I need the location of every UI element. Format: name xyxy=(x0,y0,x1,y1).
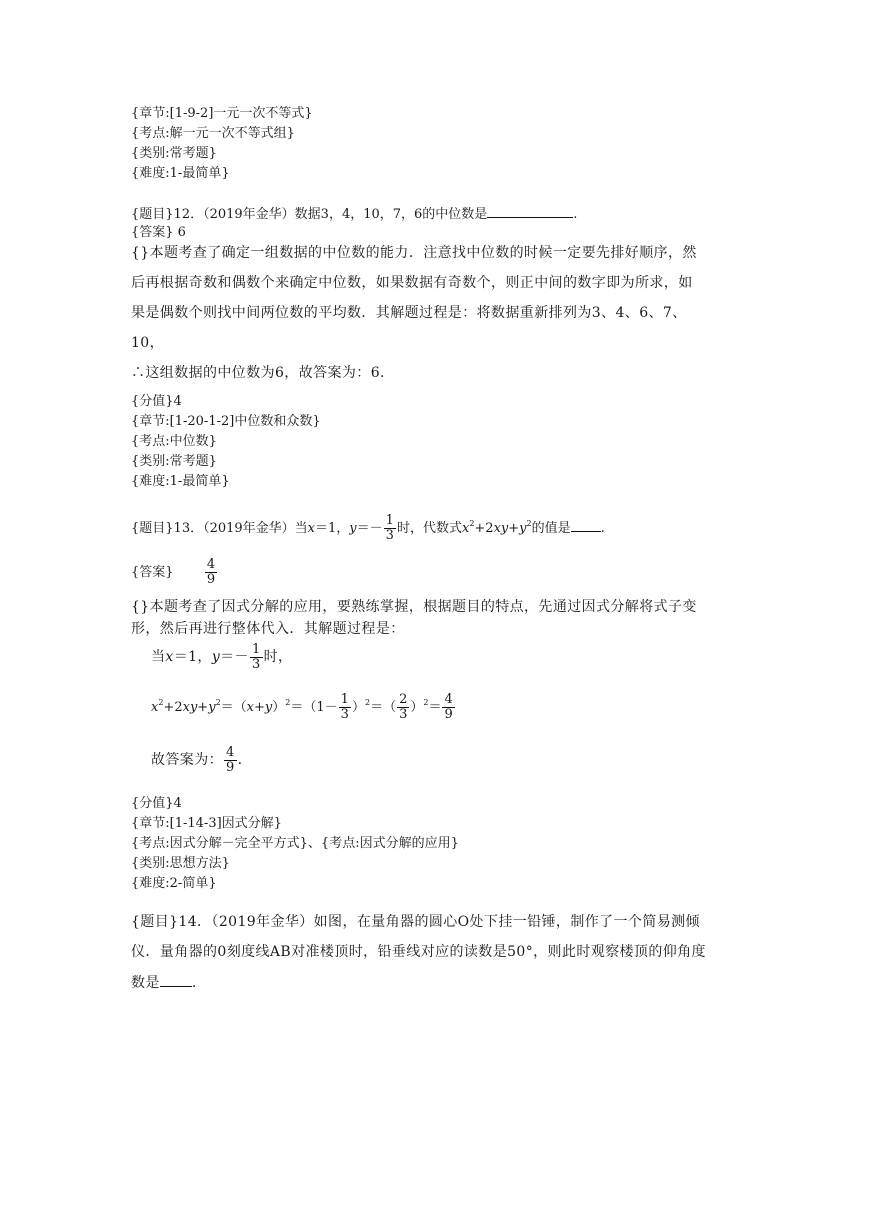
q13-step2: $x^2+2xy+y^2=(x+y)^2=(1-$ $\frac{1}{3}$ ）$^2$＝（ $\frac{2}{3}$ ）$^2$＝ $\frac{4}{9}$ xyxy=(151,692,453,722)
fraction-two-thirds: $\frac{2}{3}$ xyxy=(399,692,408,722)
q13-category: {类别:思想方法} xyxy=(131,856,230,871)
fraction-one-third: $\frac{1}{3}$ xyxy=(251,641,261,672)
q12-conclusion: ∴这组数据的中位数为6，故答案为：6． xyxy=(131,365,395,381)
q13-expl-line1: {}本题考查了因式分解的应用，要熟练掌握，根据题目的特点，先通过因式分解将式子变 xyxy=(131,599,697,615)
q12-category: {类别:常考题} xyxy=(131,454,217,469)
fraction-one-third: $\frac{1}{3}$ xyxy=(385,513,394,543)
fraction-four-ninths: $\frac{4}{9}$ xyxy=(444,692,453,722)
answer-fraction: $\frac{4}{9}$ xyxy=(206,557,216,587)
q12-expl-line1: {}本题考查了确定一组数据的中位数的能力．注意找中位数的时候一定要先排好顺序，然 xyxy=(131,245,697,261)
answer-blank xyxy=(487,205,573,218)
q14-line1: {题目}14．（2019年金华）如图，在量角器的圆心O处下挂一铅锤，制作了一个简易测倾 xyxy=(131,914,700,930)
var-y: y xyxy=(349,521,357,536)
q12-chapter: {章节:[1-20-1-2]中位数和众数} xyxy=(131,414,321,429)
answer-blank xyxy=(571,519,601,532)
var-x: x xyxy=(307,521,316,536)
q11-category: {类别:常考题} xyxy=(131,146,217,161)
q13-when: 时，代数式 xyxy=(396,521,462,536)
q13-expl-line2: 形，然后再进行整体代入．其解题过程是： xyxy=(131,621,405,637)
eq-y: ＝－ xyxy=(356,521,383,536)
q13-answer xyxy=(131,558,218,588)
q12-stem xyxy=(131,205,577,223)
q12-expl-line4: 10， xyxy=(131,335,165,351)
q12-answer: {答案} 6 xyxy=(131,225,186,240)
q11-chapter: {章节:[1-9-2]一元一次不等式} xyxy=(131,106,313,121)
q14-line3: 数是 . xyxy=(131,975,197,991)
q14-line2: 仪．量角器的0刻度线AB对准楼顶时，铅垂线对应的读数是50°，则此时观察楼顶的仰角度 xyxy=(131,944,706,960)
q13-stem: {题目}13．（2019年金华）当x＝1，y＝－ $\frac{1}{3}$ 时，代数式$x^2+2xy+y^2$的值是 . xyxy=(131,513,605,543)
fraction-four-ninths: $\frac{4}{9}$ xyxy=(226,744,235,775)
q12-difficulty: {难度:1-最简单} xyxy=(131,474,230,489)
q13-chapter: {章节:[1-14-3]因式分解} xyxy=(131,816,282,831)
q12-expl-line2: 后再根据奇数和偶数个来确定中位数，如果数据有奇数个，则正中间的数字即为所求，如 xyxy=(131,275,693,291)
q12-point: {考点:中位数} xyxy=(131,434,217,449)
q12-score: {分值}4 xyxy=(131,394,182,409)
q13-final: 故答案为： $\frac{4}{9}$ . xyxy=(151,744,243,775)
q12-stem-end: . xyxy=(573,207,578,222)
q13-score: {分值}4 xyxy=(131,796,182,811)
q12-expl-line3: 果是偶数个则找中间两位数的平均数．其解题过程是：将数据重新排列为3、4、6、7、 xyxy=(131,305,687,321)
q11-point: {考点:解一元一次不等式组} xyxy=(131,126,295,141)
answer-blank xyxy=(160,974,192,987)
q13-stem-text: {题目}13．（2019年金华）当 xyxy=(131,521,308,536)
q12-stem-text: {题目}12．（2019年金华）数据3，4，10，7，6的中位数是 xyxy=(131,207,488,222)
eq-x: ＝1， xyxy=(315,521,350,536)
answer-label: {答案} xyxy=(131,565,174,580)
fraction-one-third: $\frac{1}{3}$ xyxy=(340,692,349,722)
q13-step1: 当x＝1，y＝－ $\frac{1}{3}$ 时， xyxy=(151,641,293,672)
q13-point: {考点:因式分解－完全平方式}、{考点:因式分解的应用} xyxy=(131,836,459,851)
q11-difficulty: {难度:1-最简单} xyxy=(131,166,230,181)
q13-difficulty: {难度:2-简单} xyxy=(131,876,217,891)
